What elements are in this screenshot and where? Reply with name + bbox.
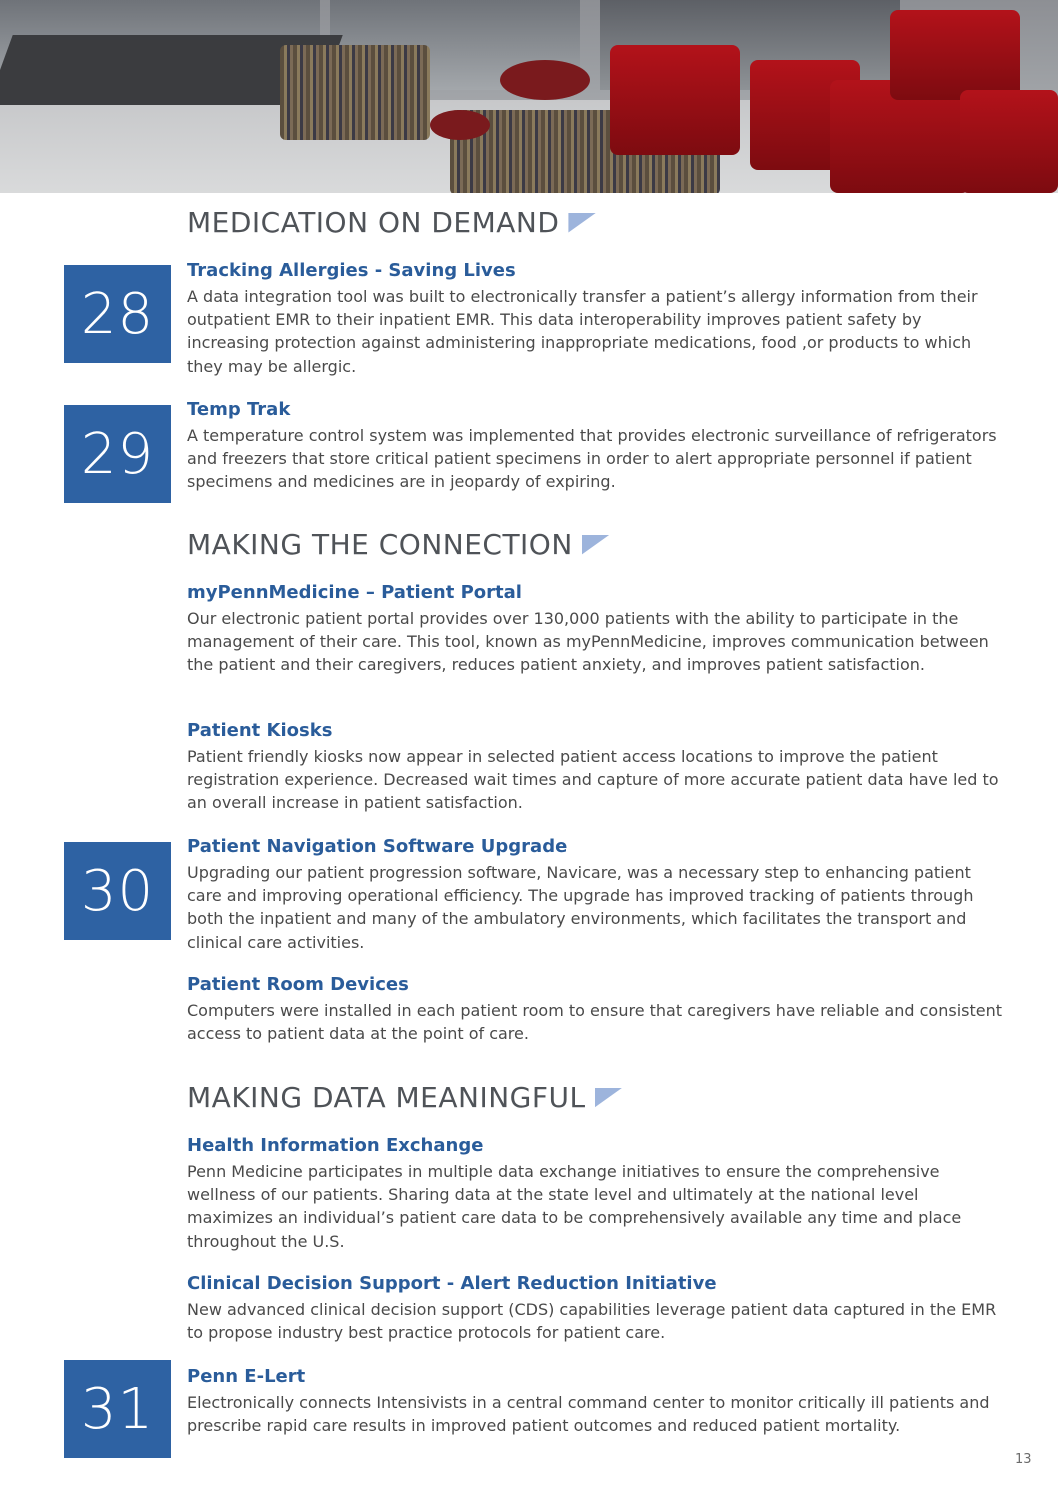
section-title-text: MAKING DATA MEANINGFUL bbox=[187, 1081, 586, 1114]
item-navigation-upgrade bbox=[187, 835, 1002, 954]
item-body: A data integration tool was built to electronically transfer a patient’s allergy information from their outpatient EMR to their inpatient EMR. This data interoperability improves patient safety by increasing protection against administering inappropriate medications, food ,or products to which they may be allergic. bbox=[187, 287, 978, 376]
side-table bbox=[500, 60, 590, 100]
item-patient-kiosks bbox=[187, 719, 1002, 815]
item-title: Tracking Allergies - Saving Lives bbox=[187, 260, 516, 281]
item-title: Temp Trak bbox=[187, 399, 291, 420]
item-room-devices bbox=[187, 973, 1002, 1045]
item-body: Patient friendly kiosks now appear in selected patient access locations to improve the patient registration experience. Decreased wait times and capture of more accurate patient data have led to an overall increase in patient satisfaction. bbox=[187, 747, 999, 813]
item-penn-elert bbox=[187, 1365, 1002, 1437]
item-number-box: 30 bbox=[64, 842, 171, 940]
page-number: 13 bbox=[1015, 1452, 1032, 1467]
item-title: Patient Room Devices bbox=[187, 974, 409, 995]
red-armchair bbox=[890, 10, 1020, 100]
item-body: Electronically connects Intensivists in a central command center to monitor critically ill patients and prescribe rapid care results in improved patient outcomes and reduced patient mortality. bbox=[187, 1393, 990, 1436]
item-number-box: 31 bbox=[64, 1360, 171, 1458]
item-number-box: 29 bbox=[64, 405, 171, 503]
section-title-text: MAKING THE CONNECTION bbox=[187, 528, 573, 561]
item-temp-trak bbox=[187, 398, 1002, 494]
flag-icon bbox=[582, 535, 610, 555]
item-title: myPennMedicine – Patient Portal bbox=[187, 582, 522, 603]
item-body: Upgrading our patient progression software, Navicare, was a necessary step to enhancing patient care and improving operational efficiency. The upgrade has improved tracking of patients through both the inpatient and many of the ambulatory environments, which facilitates the transport and clinical care activities. bbox=[187, 863, 974, 952]
item-body: A temperature control system was implemented that provides electronic surveillance of refrigerators and freezers that store critical patient specimens in order to alert appropriate personnel if patient specimens and medicines are in jeopardy of expiring. bbox=[187, 426, 997, 492]
side-table bbox=[430, 110, 490, 140]
item-health-info-exchange bbox=[187, 1134, 1002, 1253]
item-clinical-decision-support bbox=[187, 1272, 1002, 1344]
item-body: New advanced clinical decision support (CDS) capabilities leverage patient data captured in the EMR to propose industry best practice protocols for patient care. bbox=[187, 1300, 997, 1343]
flag-icon bbox=[568, 213, 596, 233]
item-patient-portal bbox=[187, 581, 1002, 677]
section-title-text: MEDICATION ON DEMAND bbox=[187, 206, 560, 239]
red-armchair bbox=[960, 90, 1058, 193]
item-title: Patient Navigation Software Upgrade bbox=[187, 836, 568, 857]
item-title: Health Information Exchange bbox=[187, 1135, 484, 1156]
item-body: Our electronic patient portal provides over 130,000 patients with the ability to participate in the management of their care. This tool, known as myPennMedicine, improves communication between the patient and their caregivers, reduces patient anxiety, and improves patient satisfaction. bbox=[187, 609, 989, 675]
section-title-medication bbox=[187, 206, 596, 239]
striped-sofa bbox=[280, 45, 430, 140]
flag-icon bbox=[595, 1088, 623, 1108]
red-armchair bbox=[610, 45, 740, 155]
item-number-box: 28 bbox=[64, 265, 171, 363]
item-title: Patient Kiosks bbox=[187, 720, 333, 741]
hero-lobby-photo bbox=[0, 0, 1058, 193]
item-body: Penn Medicine participates in multiple data exchange initiatives to ensure the comprehensive wellness of our patients. Sharing data at the state level and ultimately at the national level maximizes an individual’s patient care data to be comprehensively available any time and place throughout the U.S. bbox=[187, 1162, 962, 1251]
item-tracking-allergies bbox=[187, 259, 1002, 378]
item-title: Clinical Decision Support - Alert Reduction Initiative bbox=[187, 1273, 717, 1294]
section-title-data-meaningful bbox=[187, 1081, 623, 1114]
section-title-connection bbox=[187, 528, 610, 561]
item-title: Penn E-Lert bbox=[187, 1366, 306, 1387]
item-body: Computers were installed in each patient room to ensure that caregivers have reliable and consistent access to patient data at the point of care. bbox=[187, 1001, 1002, 1044]
